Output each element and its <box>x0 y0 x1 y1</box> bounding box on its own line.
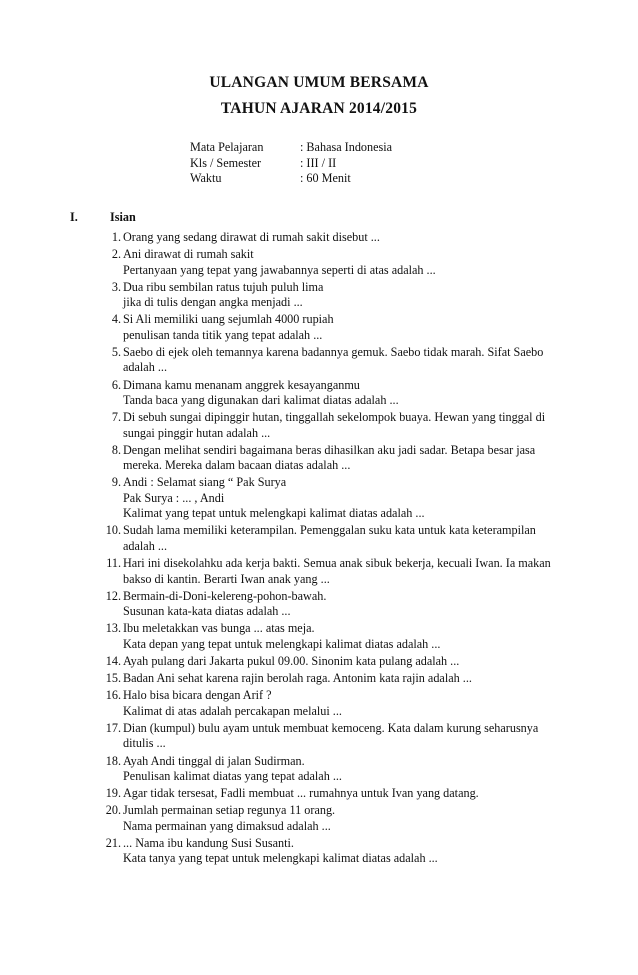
question-text-line: adalah ... <box>123 360 167 375</box>
question-text-line: Pak Surya : ... , Andi <box>123 490 225 505</box>
question-text-line: Kalimat di atas adalah percakapan melalui ... <box>123 703 342 718</box>
question-number: 10. <box>105 523 121 538</box>
section-heading <box>70 210 136 225</box>
question-number: 14. <box>105 653 121 668</box>
question-number: 6. <box>111 377 121 392</box>
question-number: 3. <box>111 279 121 294</box>
question-number: 11. <box>106 556 121 571</box>
question-number: 15. <box>105 671 121 686</box>
question-item <box>97 345 567 376</box>
question-text-line: Kalimat yang tepat untuk melengkapi kalimat diatas adalah ... <box>123 506 425 521</box>
question-text-line: Badan Ani sehat karena rajin berolah raga. Antonim kata rajin adalah ... <box>123 671 472 686</box>
question-text-line: Susunan kata-kata diatas adalah ... <box>123 604 291 619</box>
question-text-line: adalah ... <box>123 538 167 553</box>
question-item <box>97 378 567 409</box>
question-text-line: Jumlah permainan setiap regunya 11 orang. <box>123 803 336 818</box>
question-text-line: ditulis ... <box>123 736 166 751</box>
question-number: 16. <box>105 688 121 703</box>
question-item <box>97 654 567 669</box>
question-text-line: Sudah lama memiliki keterampilan. Pemenggalan suku kata untuk kata keterampilan <box>123 523 536 538</box>
question-number: 4. <box>111 312 121 327</box>
question-number: 5. <box>111 345 121 360</box>
question-text-line: Si Ali memiliki uang sejumlah 4000 rupiah <box>123 312 334 327</box>
question-number: 7. <box>111 410 121 425</box>
question-text-line: Ibu meletakkan vas bunga ... atas meja. <box>123 621 315 636</box>
meta-row-time <box>190 171 392 187</box>
question-text-line: Pertanyaan yang tepat yang jawabannya seperti di atas adalah ... <box>123 262 436 277</box>
meta-row-subject <box>190 140 392 156</box>
question-text-line: Orang yang sedang dirawat di rumah sakit disebut ... <box>123 230 380 244</box>
meta-key: Kls / Semester <box>190 155 262 170</box>
question-item <box>97 688 567 719</box>
question-text-line: jika di tulis dengan angka menjadi ... <box>123 295 303 310</box>
exam-info <box>190 140 392 187</box>
question-number: 20. <box>105 803 121 818</box>
question-item <box>97 671 567 686</box>
question-text-line: ... Nama ibu kandung Susi Susanti. <box>123 835 294 850</box>
question-number: 21. <box>105 835 121 850</box>
question-number: 12. <box>105 588 121 603</box>
question-item <box>97 721 567 752</box>
question-text-line: Kata tanya yang tepat untuk melengkapi kalimat diatas adalah ... <box>123 851 438 866</box>
question-text-line: mereka. Mereka dalam bacaan diatas adalah ... <box>123 458 351 473</box>
question-text-line: Ayah Andi tinggal di jalan Sudirman. <box>123 753 305 768</box>
meta-value: : Bahasa Indonesia <box>300 140 393 154</box>
section-title: Isian <box>110 210 136 224</box>
meta-key: Waktu <box>190 171 222 185</box>
document-title: ULANGAN UMUM BERSAMA <box>209 74 429 91</box>
question-text-line: Andi : Selamat siang “ Pak Surya <box>123 475 287 490</box>
question-item <box>97 280 567 311</box>
question-item <box>97 410 567 441</box>
question-list <box>97 230 567 869</box>
question-text-line: Saebo di ejek oleh temannya karena badannya gemuk. Saebo tidak marah. Sifat Saebo <box>123 345 544 360</box>
question-text-line: Halo bisa bicara dengan Arif ? <box>123 688 272 703</box>
question-text-line: Di sebuh sungai dipinggir hutan, tinggallah sekelompok buaya. Hewan yang tinggal di <box>123 410 546 425</box>
question-item <box>97 247 567 278</box>
question-text-line: Dengan melihat sendiri bagaimana beras dihasilkan aku jadi sadar. Betapa besar jasa <box>123 442 536 457</box>
question-number: 18. <box>105 753 121 768</box>
question-number: 1. <box>111 230 121 244</box>
question-text-line: Agar tidak tersesat, Fadli membuat ... rumahnya untuk Ivan yang datang. <box>123 786 479 801</box>
question-text-line: Hari ini disekolahku ada kerja bakti. Semua anak sibuk bekerja, kecuali Iwan. Ia makan <box>123 556 551 571</box>
question-text-line: Tanda baca yang digunakan dari kalimat diatas adalah ... <box>123 393 399 408</box>
question-text-line: Penulisan kalimat diatas yang tepat adalah ... <box>123 768 342 783</box>
document-subtitle: TAHUN AJARAN 2014/2015 <box>220 100 418 117</box>
question-text-line: Dua ribu sembilan ratus tujuh puluh lima <box>123 279 324 294</box>
question-text-line: Dimana kamu menanam anggrek kesayanganmu <box>123 377 360 392</box>
question-number: 9. <box>111 475 121 490</box>
question-text-line: Kata depan yang tepat untuk melengkapi kalimat diatas adalah ... <box>123 636 441 651</box>
meta-key: Mata Pelajaran <box>190 140 264 154</box>
meta-row-class <box>190 156 392 172</box>
question-item <box>97 230 567 245</box>
question-item <box>97 803 567 834</box>
question-number: 19. <box>105 786 121 801</box>
question-text-line: sungai pinggir hutan adalah ... <box>123 425 271 440</box>
question-text-line: Ayah pulang dari Jakarta pukul 09.00. Sinonim kata pulang adalah ... <box>123 653 460 668</box>
section-number: I. <box>70 210 78 224</box>
question-item <box>97 523 567 554</box>
question-item <box>97 589 567 620</box>
question-item <box>97 786 567 801</box>
question-item <box>97 754 567 785</box>
question-item <box>97 621 567 652</box>
meta-value: : III / II <box>300 155 337 170</box>
question-number: 17. <box>105 720 121 735</box>
question-number: 8. <box>111 442 121 457</box>
question-number: 13. <box>105 621 121 636</box>
question-item <box>97 475 567 521</box>
question-text-line: Nama permainan yang dimaksud adalah ... <box>123 818 331 833</box>
question-text-line: bakso di kantin. Berarti Iwan anak yang ... <box>123 571 330 586</box>
question-text-line: Bermain-di-Doni-kelereng-pohon-bawah. <box>123 588 327 603</box>
question-text-line: Ani dirawat di rumah sakit <box>123 247 254 262</box>
question-item <box>97 836 567 867</box>
question-text-line: Dian (kumpul) bulu ayam untuk membuat kemoceng. Kata dalam kurung seharusnya <box>123 720 539 735</box>
question-item <box>97 443 567 474</box>
meta-value: : 60 Menit <box>300 171 351 185</box>
question-item <box>97 312 567 343</box>
question-item <box>97 556 567 587</box>
question-text-line: penulisan tanda titik yang tepat adalah ... <box>123 327 323 342</box>
question-number: 2. <box>111 247 121 262</box>
